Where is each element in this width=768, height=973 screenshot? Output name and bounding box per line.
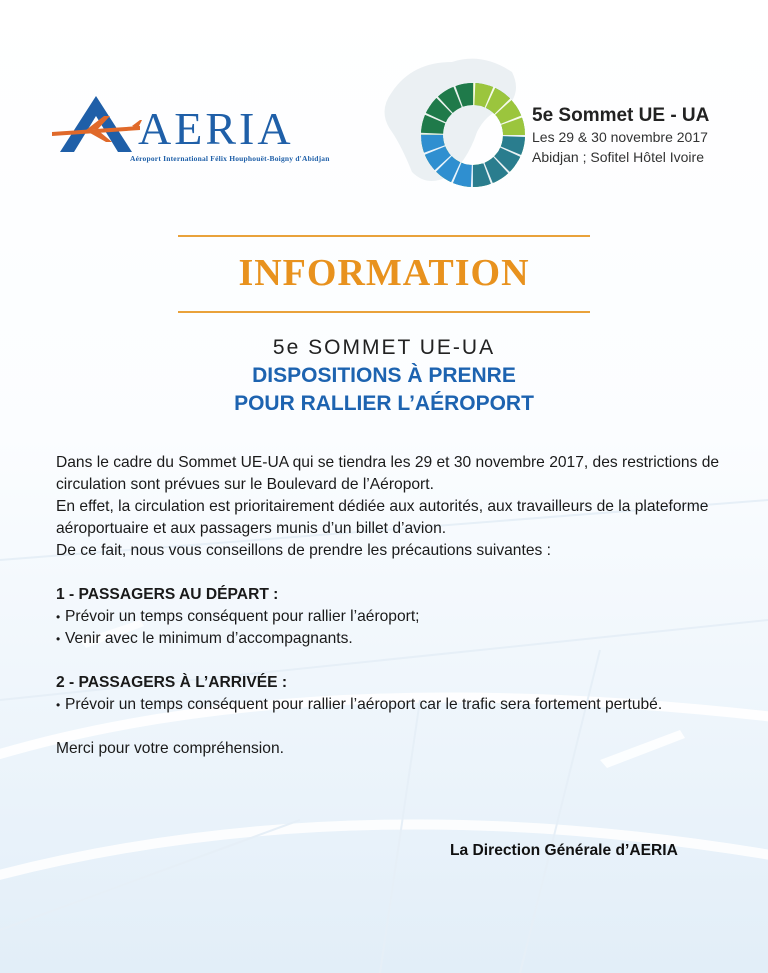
intro-paragraph-1: Dans le cadre du Sommet UE-UA qui se tiendra les 29 et 30 novembre 2017, des restrictions de circulation sont prévues sur le Boulevard de l’Aéroport.	[56, 454, 720, 493]
notice-title-line-2: POUR RALLIER L’AÉROPORT	[234, 392, 534, 415]
summit-location: Abidjan ; Sofitel Hôtel Ivoire	[532, 149, 704, 165]
top-rule	[178, 235, 590, 237]
intro-paragraph-2: En effet, la circulation est prioritairement dédiée aux autorités, aux travailleurs de la plateforme aéroportuaire et aux passagers munis d’un billet d’avion.	[56, 498, 709, 537]
bullet-icon: •	[56, 632, 61, 646]
summit-dates: Les 29 & 30 novembre 2017	[532, 129, 708, 145]
section-1-heading: 1 - PASSAGERS AU DÉPART :	[56, 586, 279, 603]
bullet-icon: •	[56, 698, 61, 712]
notice-title-line-1: DISPOSITIONS À PRENRE	[252, 364, 516, 387]
aeria-logo	[46, 92, 346, 172]
intro-paragraph-3: De ce fait, nous vous conseillons de prendre les précautions suivantes :	[56, 542, 551, 559]
list-item: • Prévoir un temps conséquent pour rallier l’aéroport;	[56, 606, 726, 628]
airplane-a-icon	[46, 92, 146, 158]
section-2-heading: 2 - PASSAGERS À L’ARRIVÉE :	[56, 674, 288, 691]
summit-ring-logo	[418, 80, 528, 190]
summit-subheading: 5e SOMMET UE-UA	[272, 336, 496, 359]
bullet-icon: •	[56, 610, 61, 624]
bottom-rule	[178, 311, 590, 313]
signature: La Direction Générale d’AERIA	[450, 842, 678, 859]
notice-body	[56, 452, 726, 760]
aeria-subtitle: Aéroport International Félix Houphouët-Boigny d'Abidjan	[130, 154, 330, 163]
list-item: • Venir avec le minimum d’accompagnants.	[56, 628, 726, 650]
thanks-line: Merci pour votre compréhension.	[56, 740, 284, 757]
aeria-wordmark: AERIA	[138, 103, 294, 154]
list-item: • Prévoir un temps conséquent pour rallier l’aéroport car le trafic sera fortement pertubé.	[56, 694, 726, 716]
information-heading: INFORMATION	[238, 252, 530, 294]
summit-title: 5e Sommet UE - UA	[532, 105, 710, 126]
